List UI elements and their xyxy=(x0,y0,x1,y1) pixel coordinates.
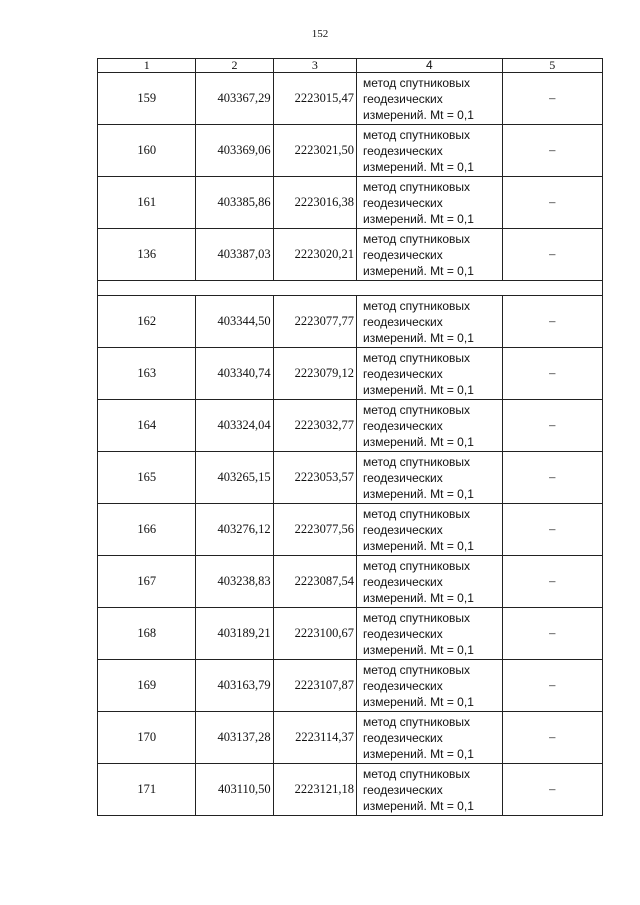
point-number-cell: 136 xyxy=(98,229,196,281)
table-row xyxy=(98,125,603,177)
method-cell: метод спутниковых геодезических измерений. Mt = 0,1 xyxy=(357,296,503,348)
y-coordinate-cell: 2223021,50 xyxy=(273,125,356,177)
x-coordinate-cell: 403110,50 xyxy=(196,764,273,816)
point-number-cell: 165 xyxy=(98,452,196,504)
x-coordinate-cell: 403276,12 xyxy=(196,504,273,556)
method-cell: метод спутниковых геодезических измерений. Mt = 0,1 xyxy=(357,764,503,816)
x-coordinate-cell: 403387,03 xyxy=(196,229,273,281)
point-number-cell: 169 xyxy=(98,660,196,712)
page-number: 152 xyxy=(311,28,329,40)
note-cell: – xyxy=(502,556,602,608)
note-cell: – xyxy=(502,296,602,348)
x-coordinate-cell: 403163,79 xyxy=(196,660,273,712)
x-coordinate-cell: 403324,04 xyxy=(196,400,273,452)
separator-row xyxy=(98,281,603,296)
note-cell: – xyxy=(502,177,602,229)
table-row xyxy=(98,764,603,816)
note-cell: – xyxy=(502,608,602,660)
x-coordinate-cell: 403369,06 xyxy=(196,125,273,177)
x-coordinate-cell: 403265,15 xyxy=(196,452,273,504)
note-cell: – xyxy=(502,125,602,177)
header-col-4: 4 xyxy=(357,59,503,73)
method-cell: метод спутниковых геодезических измерений. Mt = 0,1 xyxy=(357,229,503,281)
x-coordinate-cell: 403367,29 xyxy=(196,73,273,125)
method-cell: метод спутниковых геодезических измерений. Mt = 0,1 xyxy=(357,125,503,177)
method-cell: метод спутниковых геодезических измерений. Mt = 0,1 xyxy=(357,452,503,504)
note-cell: – xyxy=(502,712,602,764)
x-coordinate-cell: 403189,21 xyxy=(196,608,273,660)
x-coordinate-cell: 403340,74 xyxy=(196,348,273,400)
point-number-cell: 168 xyxy=(98,608,196,660)
method-cell: метод спутниковых геодезических измерений. Mt = 0,1 xyxy=(357,177,503,229)
x-coordinate-cell: 403385,86 xyxy=(196,177,273,229)
table-row xyxy=(98,296,603,348)
note-cell: – xyxy=(502,504,602,556)
y-coordinate-cell: 2223079,12 xyxy=(273,348,356,400)
table-row xyxy=(98,177,603,229)
y-coordinate-cell: 2223077,77 xyxy=(273,296,356,348)
y-coordinate-cell: 2223121,18 xyxy=(273,764,356,816)
table-row xyxy=(98,556,603,608)
note-cell: – xyxy=(502,229,602,281)
y-coordinate-cell: 2223114,37 xyxy=(273,712,356,764)
y-coordinate-cell: 2223087,54 xyxy=(273,556,356,608)
y-coordinate-cell: 2223032,77 xyxy=(273,400,356,452)
x-coordinate-cell: 403238,83 xyxy=(196,556,273,608)
method-cell: метод спутниковых геодезических измерений. Mt = 0,1 xyxy=(357,504,503,556)
note-cell: – xyxy=(502,348,602,400)
header-col-2: 2 xyxy=(196,59,273,73)
method-cell: метод спутниковых геодезических измерений. Mt = 0,1 xyxy=(357,73,503,125)
point-number-cell: 166 xyxy=(98,504,196,556)
method-cell: метод спутниковых геодезических измерений. Mt = 0,1 xyxy=(357,660,503,712)
y-coordinate-cell: 2223077,56 xyxy=(273,504,356,556)
point-number-cell: 170 xyxy=(98,712,196,764)
table-row xyxy=(98,452,603,504)
method-cell: метод спутниковых геодезических измерений. Mt = 0,1 xyxy=(357,348,503,400)
point-number-cell: 161 xyxy=(98,177,196,229)
x-coordinate-cell: 403344,50 xyxy=(196,296,273,348)
table-row xyxy=(98,348,603,400)
table-row xyxy=(98,712,603,764)
header-col-5: 5 xyxy=(502,59,602,73)
note-cell: – xyxy=(502,400,602,452)
y-coordinate-cell: 2223100,67 xyxy=(273,608,356,660)
point-number-cell: 160 xyxy=(98,125,196,177)
table-row xyxy=(98,73,603,125)
note-cell: – xyxy=(502,73,602,125)
y-coordinate-cell: 2223020,21 xyxy=(273,229,356,281)
table-row xyxy=(98,660,603,712)
table-row xyxy=(98,400,603,452)
point-number-cell: 171 xyxy=(98,764,196,816)
point-number-cell: 167 xyxy=(98,556,196,608)
coordinates-table xyxy=(97,58,603,816)
point-number-cell: 163 xyxy=(98,348,196,400)
header-col-1: 1 xyxy=(98,59,196,73)
x-coordinate-cell: 403137,28 xyxy=(196,712,273,764)
separator-cell xyxy=(98,281,603,296)
method-cell: метод спутниковых геодезических измерений. Mt = 0,1 xyxy=(357,400,503,452)
table-header-row xyxy=(98,59,603,73)
point-number-cell: 162 xyxy=(98,296,196,348)
point-number-cell: 159 xyxy=(98,73,196,125)
note-cell: – xyxy=(502,452,602,504)
y-coordinate-cell: 2223053,57 xyxy=(273,452,356,504)
table-row xyxy=(98,608,603,660)
table-row xyxy=(98,229,603,281)
table-row xyxy=(98,504,603,556)
y-coordinate-cell: 2223107,87 xyxy=(273,660,356,712)
point-number-cell: 164 xyxy=(98,400,196,452)
y-coordinate-cell: 2223015,47 xyxy=(273,73,356,125)
y-coordinate-cell: 2223016,38 xyxy=(273,177,356,229)
header-col-3: 3 xyxy=(273,59,356,73)
method-cell: метод спутниковых геодезических измерений. Mt = 0,1 xyxy=(357,608,503,660)
method-cell: метод спутниковых геодезических измерений. Mt = 0,1 xyxy=(357,556,503,608)
note-cell: – xyxy=(502,764,602,816)
method-cell: метод спутниковых геодезических измерений. Mt = 0,1 xyxy=(357,712,503,764)
note-cell: – xyxy=(502,660,602,712)
